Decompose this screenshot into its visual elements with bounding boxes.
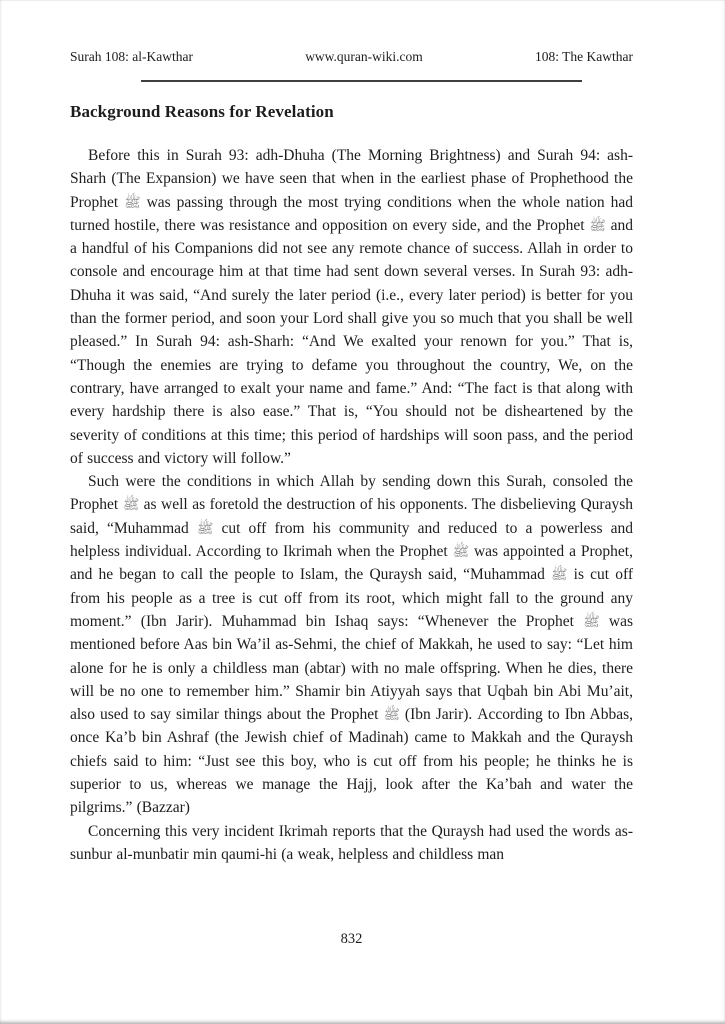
- header-divider: [141, 80, 582, 82]
- page-number: 832: [340, 931, 363, 947]
- pbuh-symbol: ﷺ: [583, 613, 600, 629]
- header-center-url: www.quran-wiki.com: [305, 49, 423, 64]
- pbuh-symbol: ﷺ: [452, 544, 470, 560]
- pbuh-symbol: ﷺ: [122, 497, 140, 513]
- header-right-title: 108: The Kawthar: [535, 49, 633, 64]
- header-left-title: Surah 108: al-Kawthar: [70, 49, 193, 64]
- section-heading: Background Reasons for Revelation: [70, 102, 334, 121]
- pbuh-symbol: ﷺ: [589, 217, 606, 233]
- pbuh-symbol: ﷺ: [551, 567, 568, 583]
- body-text: [70, 144, 633, 930]
- paragraph: Such were the conditions in which Allah by sending down this Surah, consoled the Prophet ﷺ as well as foretold the destruction of his opponents. The disbelieving Quraysh said, “Muhammad ﷺ cut off from his community and reduced to a powerless and helpless individual. According to Ikrimah when the Prophet ﷺ was appointed a Prophet, and he began to call the people to Islam, the Quraysh said, “Muhammad ﷺ is cut off from his people as a tree is cut off from its root, which might fall to the ground any moment.” (Ibn Jarir). Muhammad bin Ishaq says: “Whenever the Prophet ﷺ was mentioned before Aas bin Wa’il as-Sehmi, the chief of Makkah, he used to say: “Let him alone for he is only a childless man (abtar) with no male offspring. When he dies, there will be no one to remember him.” Shamir bin Atiyyah says that Uqbah bin Abi Mu’ait, also used to say similar things about the Prophet ﷺ (Ibn Jarir). According to Ibn Abbas, once Ka’b bin Ashraf (the Jewish chief of Madinah) came to Makkah and the Quraysh chiefs said to him: “Just see this boy, who is cut off from his people; he thinks he is superior to us, whereas we manage the Hajj, look after the Ka’bah and water the pilgrims.” (Bazzar): [70, 473, 633, 817]
- pbuh-symbol: ﷺ: [124, 194, 141, 210]
- pbuh-symbol: ﷺ: [383, 707, 400, 723]
- paragraph: Before this in Surah 93: adh-Dhuha (The Morning Brightness) and Surah 94: ash-Sharh (The Expansion) we have seen that when in the earliest phase of Prophethood the Prophet ﷺ was passing through the most trying conditions when the whole nation had turned hostile, there was resistance and opposition on every side, and the Prophet ﷺ and a handful of his Companions did not see any remote chance of success. Allah in order to console and encourage him at that time had sent down several verses. In Surah 93: adh-Dhuha it was said, “And surely the later period (i.e., every later period) is better for you than the former period, and soon your Lord shall give you so much that you shall be well pleased.” In Surah 94: ash-Sharh: “And We exalted your renown for you.” That is, “Though the enemies are trying to defame you throughout the country, We, on the contrary, have arranged to exalt your name and fame.” And: “The fact is that along with every hardship there is also ease.” That is, “You should not be disheartened by the severity of conditions at this time; this period of hardships will soon pass, and the period of success and victory will follow.”: [70, 147, 633, 467]
- pbuh-symbol: ﷺ: [196, 520, 214, 536]
- page-header: [70, 50, 633, 65]
- paragraph: Concerning this very incident Ikrimah reports that the Quraysh had used the words as-sunbur al-munbatir min qaumi-hi (a weak, helpless and childless man: [70, 822, 633, 863]
